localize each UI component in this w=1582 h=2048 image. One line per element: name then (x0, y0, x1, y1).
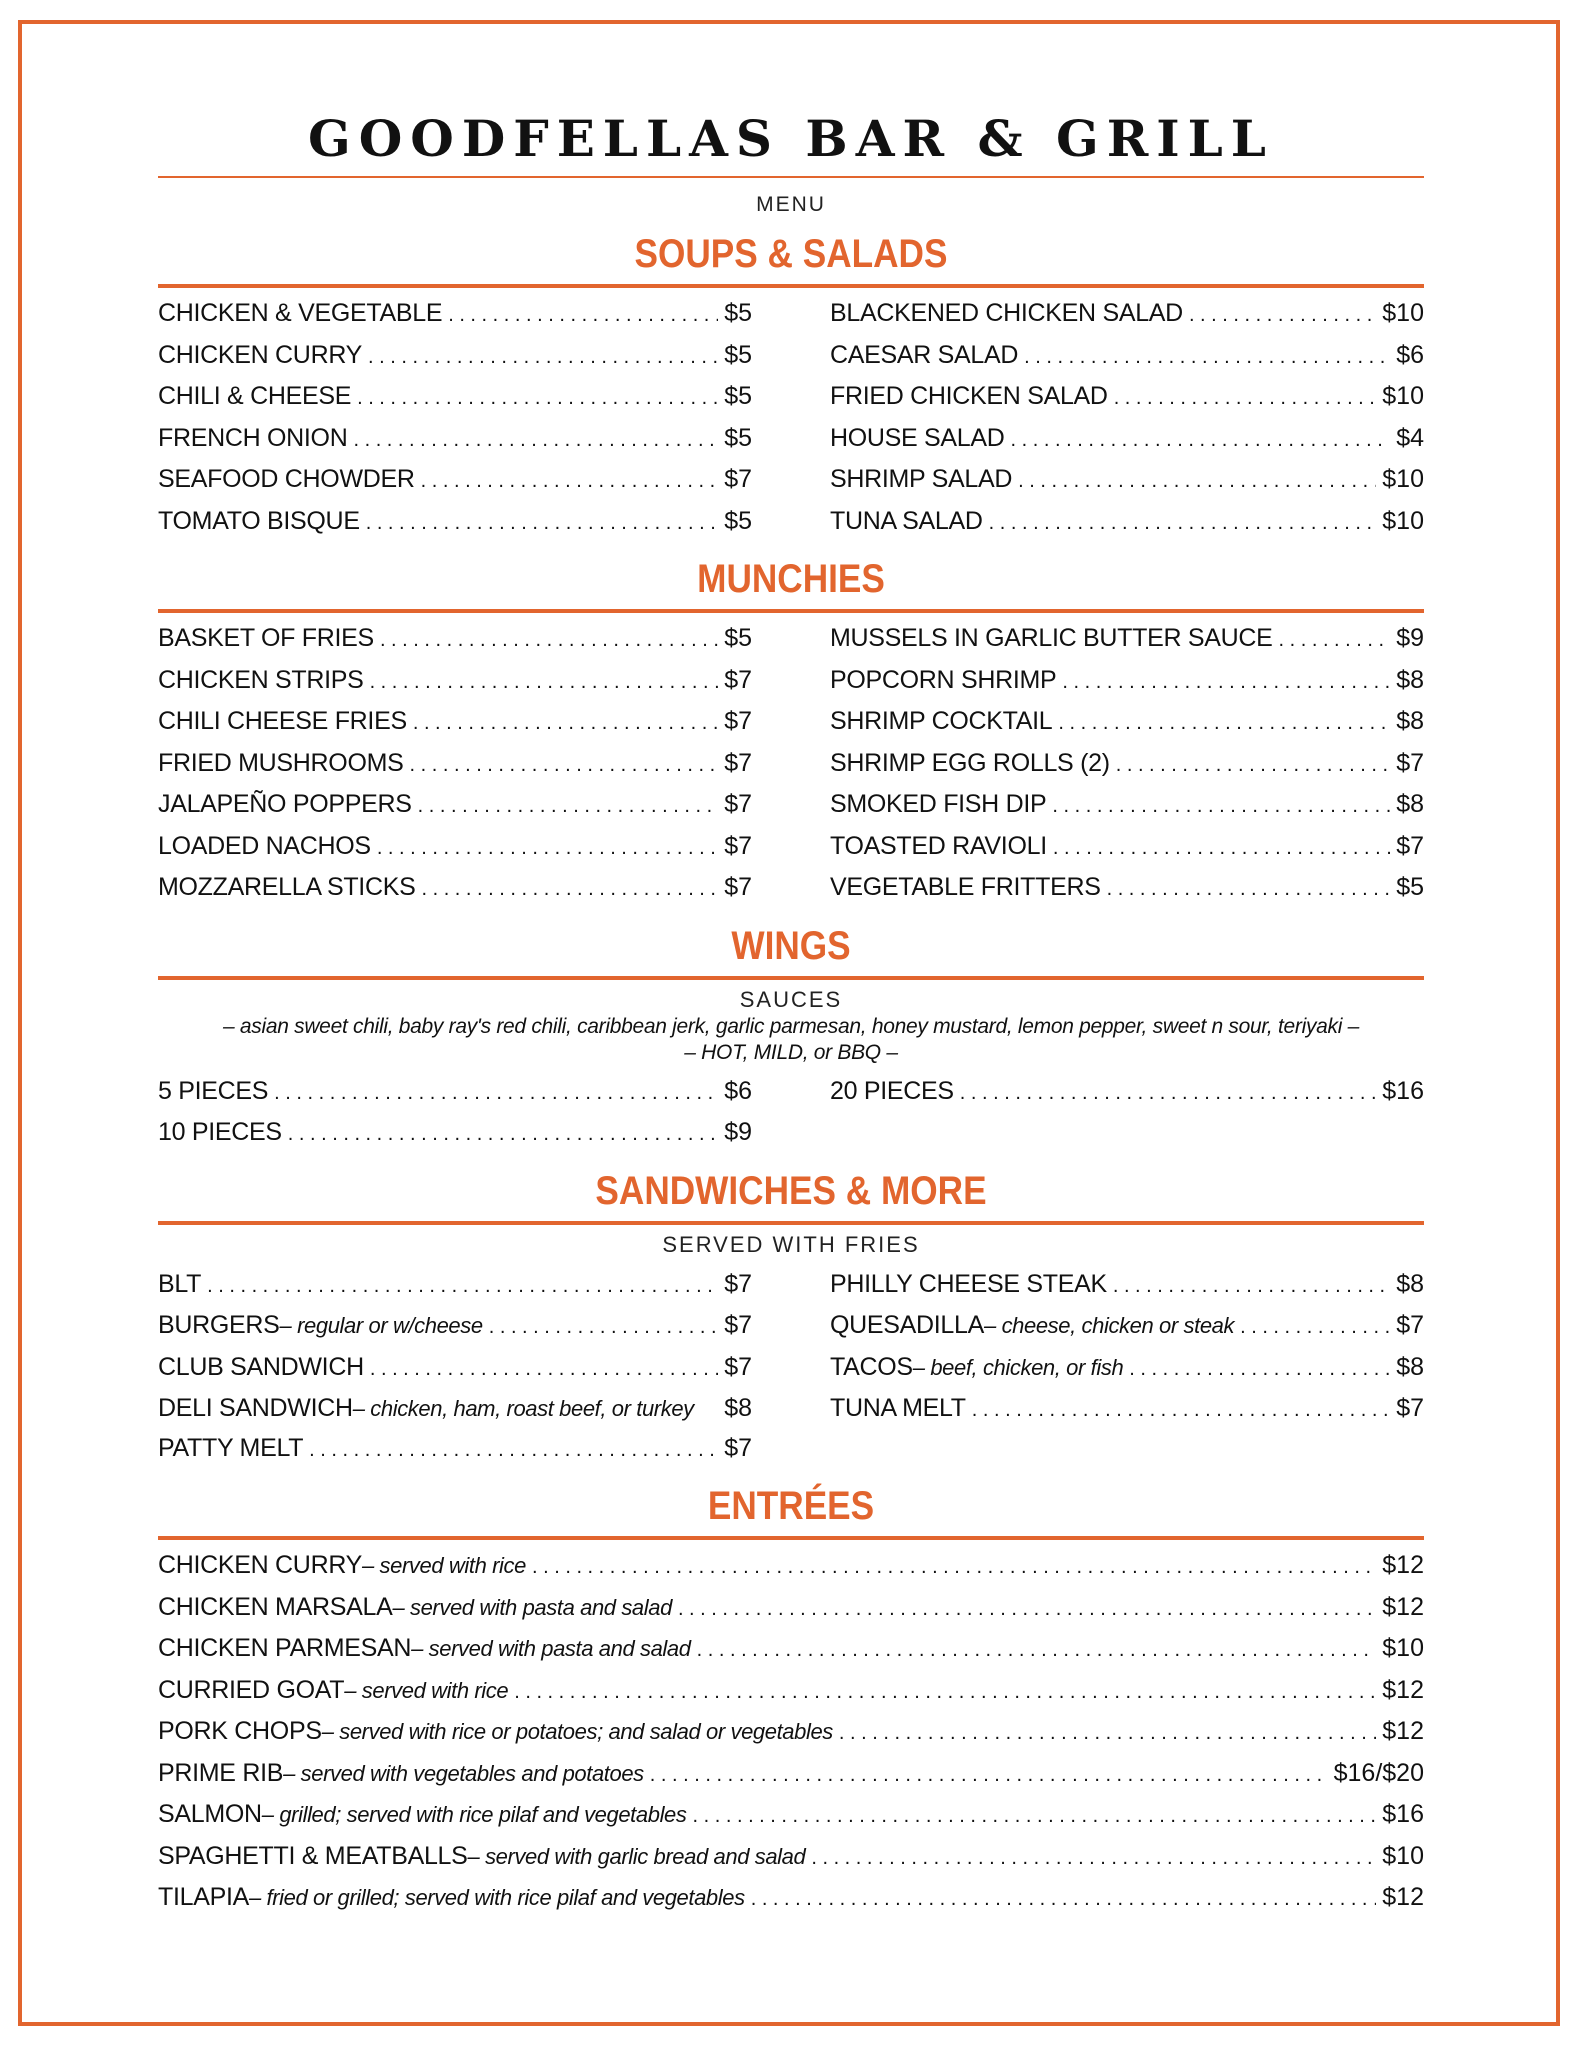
menu-item (158, 619, 752, 661)
item-name: PHILLY CHEESE STEAK (830, 1269, 1107, 1298)
menu-item (158, 460, 752, 502)
dot-leader (1062, 663, 1390, 703)
item-name: TOMATO BISQUE (158, 506, 360, 535)
section-title: MUNCHIES (697, 557, 885, 601)
menu-item (158, 1265, 752, 1307)
section-title: SANDWICHES & MORE (595, 1168, 987, 1213)
dot-leader (697, 1631, 1377, 1671)
item-name: TOASTED RAVIOLI (830, 831, 1047, 860)
dot-leader (1053, 829, 1390, 869)
dot-leader (288, 1115, 718, 1155)
menu-item (158, 294, 752, 336)
right-column (830, 1072, 1424, 1155)
menu-item (158, 868, 752, 910)
item-price: $5 (1396, 873, 1424, 901)
menu-item (158, 336, 752, 378)
left-column (158, 1265, 752, 1471)
menu-item (830, 1072, 1424, 1114)
dot-leader (1058, 704, 1390, 744)
dot-leader (368, 338, 718, 378)
dot-leader (514, 1673, 1376, 1713)
item-name: SHRIMP EGG ROLLS (2) (830, 748, 1110, 777)
dot-leader (1114, 379, 1377, 419)
dot-leader (353, 421, 718, 461)
item-price: $4 (1396, 423, 1424, 452)
dot-leader (1018, 462, 1376, 502)
item-price: $16 (1382, 1076, 1424, 1105)
item-price: $7 (724, 1352, 752, 1381)
dot-leader (366, 504, 718, 544)
item-name: SMOKED FISH DIP (830, 790, 1047, 818)
item-price: $8 (1396, 790, 1424, 818)
section-divider (158, 1536, 1424, 1540)
menu-item (158, 1348, 752, 1390)
item-price: $10 (1382, 465, 1424, 493)
dot-leader (1116, 746, 1390, 786)
item-price: $12 (1382, 1551, 1424, 1579)
served-with-note: SERVED WITH FRIES (662, 1231, 920, 1257)
item-price: $8 (1396, 665, 1424, 694)
item-description: – served with vegetables and potatoes (283, 1760, 644, 1786)
section-title: SOUPS & SALADS (634, 232, 948, 276)
dot-leader (207, 1267, 718, 1307)
item-name: VEGETABLE FRITTERS (830, 873, 1101, 901)
dot-leader (960, 1074, 1377, 1114)
item-price: $5 (724, 382, 752, 410)
dot-leader (410, 746, 719, 786)
menu-item (158, 1588, 1424, 1630)
menu-item (830, 868, 1424, 910)
dot-leader (377, 829, 718, 869)
menu-item (158, 1878, 1424, 1920)
dot-leader (274, 1074, 718, 1114)
dot-leader (751, 1880, 1377, 1920)
item-description: – beef, chicken, or fish (912, 1354, 1124, 1380)
right-column (830, 1265, 1424, 1471)
item-price: $10 (1382, 299, 1424, 327)
menu-item (158, 1795, 1424, 1837)
menu-item (830, 744, 1424, 786)
menu-item (158, 1754, 1424, 1796)
item-description: – served with rice (362, 1553, 526, 1578)
item-price: $5 (724, 506, 752, 535)
menu-item (158, 1072, 752, 1114)
menu-item (830, 460, 1424, 502)
item-price: $8 (1396, 1352, 1424, 1381)
menu-item (830, 1306, 1424, 1348)
menu-item (158, 419, 752, 461)
restaurant-title: GOODFELLAS BAR & GRILL (308, 109, 1274, 168)
dot-leader (448, 296, 718, 336)
item-price: $10 (1382, 382, 1424, 410)
item-price: $7 (1396, 748, 1424, 777)
menu-item (830, 1265, 1424, 1307)
item-name: CURRIED GOAT (158, 1675, 345, 1704)
item-name: CHICKEN CURRY (158, 340, 362, 369)
item-name: CHILI CHEESE FRIES (158, 707, 407, 735)
dot-leader (650, 1756, 1328, 1796)
item-name: FRENCH ONION (158, 423, 348, 452)
dot-leader (309, 1431, 718, 1471)
menu-item (158, 661, 752, 703)
item-name: BLACKENED CHICKEN SALAD (830, 299, 1183, 327)
item-description: – served with pasta and salad (411, 1636, 691, 1661)
item-name: FRIED CHICKEN SALAD (830, 382, 1108, 410)
item-price: $5 (724, 624, 752, 652)
item-name: PATTY MELT (158, 1433, 304, 1462)
item-price: $6 (724, 1076, 752, 1105)
menu-item (158, 1837, 1424, 1879)
item-name: SPAGHETTI & MEATBALLS (158, 1841, 468, 1870)
dot-leader (421, 870, 718, 910)
menu-item (158, 785, 752, 827)
item-name: CAESAR SALAD (830, 340, 1019, 369)
item-description: – served with rice (344, 1677, 509, 1703)
item-price: $7 (724, 665, 752, 694)
sauces-list: – asian sweet chili, baby ray's red chili, caribbean jerk, garlic parmesan, honey mustard, lemon pepper, sweet n sour, teriyaki – (222, 1014, 1360, 1038)
dot-leader (989, 504, 1377, 544)
sauces-heat-options: – HOT, MILD, or BBQ – (684, 1040, 898, 1064)
section-divider (158, 1221, 1424, 1225)
left-column (158, 294, 752, 543)
menu-item (830, 1348, 1424, 1390)
menu-item (830, 419, 1424, 461)
item-price: $10 (1382, 1634, 1424, 1662)
dot-leader (1024, 338, 1390, 378)
item-price: $7 (724, 831, 752, 860)
item-name: LOADED NACHOS (158, 831, 371, 860)
item-price: $7 (724, 748, 752, 777)
item-name: CHILI & CHEESE (158, 382, 352, 410)
menu-item (158, 702, 752, 744)
item-price: $8 (1396, 1269, 1424, 1298)
left-column (158, 619, 752, 910)
dot-leader (972, 1391, 1390, 1431)
dot-leader (413, 704, 718, 744)
dot-leader (1107, 870, 1391, 910)
title-divider (158, 176, 1424, 178)
section-munchies (158, 551, 1424, 910)
item-description: – cheese, chicken or steak (984, 1313, 1235, 1338)
menu-item (830, 502, 1424, 544)
dot-leader (357, 379, 718, 419)
section-divider (158, 976, 1424, 980)
item-name: POPCORN SHRIMP (830, 665, 1057, 694)
item-price: $7 (1396, 831, 1424, 860)
item-name: 10 PIECES (158, 1118, 282, 1146)
menu-item (158, 377, 752, 419)
menu-item (158, 1629, 1424, 1671)
item-name: CHICKEN STRIPS (158, 665, 364, 694)
menu-item (158, 502, 752, 544)
item-name: BASKET OF FRIES (158, 624, 374, 652)
menu-item (830, 702, 1424, 744)
entree-list (158, 1546, 1424, 1920)
right-column (830, 294, 1424, 543)
menu-item (158, 744, 752, 786)
section-divider (158, 284, 1424, 288)
section-title: WINGS (731, 923, 851, 968)
item-price: $12 (1382, 1883, 1424, 1911)
item-name: MUSSELS IN GARLIC BUTTER SAUCE (830, 624, 1273, 652)
item-price: $5 (724, 423, 752, 452)
dot-leader (1278, 621, 1390, 661)
item-description: – grilled; served with rice pilaf and vegetables (261, 1802, 687, 1827)
item-description: – fried or grilled; served with rice pilaf and vegetables (249, 1885, 745, 1910)
item-name: 5 PIECES (158, 1076, 269, 1105)
item-name: MOZZARELLA STICKS (158, 873, 416, 901)
item-price: $9 (1396, 624, 1424, 652)
item-name: BURGERS (158, 1311, 280, 1339)
item-price: $5 (724, 299, 752, 327)
dot-leader (370, 663, 719, 703)
item-description: – served with pasta and salad (392, 1594, 672, 1620)
dot-leader (811, 1839, 1376, 1879)
item-price: $7 (724, 790, 752, 818)
item-price: $6 (1396, 340, 1424, 369)
menu-item (158, 1671, 1424, 1713)
dot-leader (489, 1308, 718, 1348)
item-name: TILAPIA (158, 1883, 249, 1911)
dot-leader (678, 1590, 1376, 1630)
item-name: JALAPEÑO POPPERS (158, 790, 412, 818)
item-price: $7 (724, 707, 752, 735)
item-price: $7 (724, 1433, 752, 1462)
item-price: $7 (1396, 1394, 1424, 1422)
dot-leader (1113, 1267, 1390, 1307)
dot-leader (1129, 1350, 1390, 1390)
item-name: BLT (158, 1269, 202, 1298)
dot-leader (370, 1350, 718, 1390)
dot-leader (1011, 421, 1391, 461)
menu-item (158, 1546, 1424, 1588)
item-price: $7 (724, 1311, 752, 1339)
menu-item (830, 785, 1424, 827)
section-sandwiches (158, 1163, 1424, 1471)
item-price: $7 (1396, 1311, 1424, 1339)
item-price: $10 (1382, 506, 1424, 535)
menu-subtitle: MENU (756, 193, 826, 216)
item-name: SALMON (158, 1800, 262, 1828)
dot-leader (1052, 787, 1390, 827)
menu-item (158, 1429, 752, 1471)
item-description: – served with rice or potatoes; and salad or vegetables (321, 1719, 833, 1744)
item-name: SHRIMP COCKTAIL (830, 707, 1053, 735)
item-description: – served with garlic bread and salad (467, 1843, 806, 1869)
right-column (830, 619, 1424, 910)
dot-leader (418, 787, 719, 827)
item-name: 20 PIECES (830, 1076, 954, 1105)
item-price: $8 (1396, 707, 1424, 735)
item-price: $7 (724, 465, 752, 493)
item-price: $9 (724, 1118, 752, 1146)
dot-leader (532, 1548, 1376, 1588)
item-name: CHICKEN & VEGETABLE (158, 299, 443, 327)
item-name: DELI SANDWICH (158, 1394, 353, 1422)
item-price: $10 (1382, 1841, 1424, 1870)
item-name: SHRIMP SALAD (830, 465, 1013, 493)
menu-item (830, 377, 1424, 419)
item-price: $16/$20 (1333, 1758, 1424, 1787)
sauces-label: SAUCES (739, 986, 843, 1012)
menu-item (158, 1389, 752, 1429)
item-price: $12 (1382, 1592, 1424, 1621)
menu-item (830, 294, 1424, 336)
item-name: HOUSE SALAD (830, 423, 1005, 452)
item-name: QUESADILLA (830, 1311, 985, 1339)
item-price: $16 (1382, 1800, 1424, 1828)
item-name: PORK CHOPS (158, 1717, 322, 1745)
dot-leader (421, 462, 719, 502)
item-name: TUNA MELT (830, 1394, 966, 1422)
section-soups-salads (158, 226, 1424, 543)
item-price: $12 (1382, 1675, 1424, 1704)
section-wings (158, 918, 1424, 1155)
item-name: CLUB SANDWICH (158, 1352, 364, 1381)
section-title: ENTRÉES (707, 1484, 875, 1528)
item-name: TACOS (830, 1352, 913, 1381)
menu-item (158, 827, 752, 869)
menu-item (830, 827, 1424, 869)
item-name: CHICKEN MARSALA (158, 1592, 393, 1621)
item-name: CHICKEN CURRY (158, 1551, 362, 1579)
item-price: $5 (724, 340, 752, 369)
dot-leader (839, 1714, 1376, 1754)
section-entrees (158, 1478, 1424, 1920)
menu-item (830, 1389, 1424, 1431)
section-divider (158, 609, 1424, 613)
item-name: FRIED MUSHROOMS (158, 748, 404, 777)
item-price: $7 (724, 873, 752, 901)
item-description: – regular or w/cheese (279, 1313, 483, 1338)
item-price: $8 (724, 1394, 752, 1422)
menu-item (830, 661, 1424, 703)
menu-item (158, 1306, 752, 1348)
dot-leader (380, 621, 718, 661)
dot-leader (1240, 1308, 1390, 1348)
menu-item (830, 619, 1424, 661)
item-price: $12 (1382, 1717, 1424, 1745)
menu-item (158, 1712, 1424, 1754)
left-column (158, 1072, 752, 1155)
item-description: – chicken, ham, roast beef, or turkey (352, 1396, 694, 1421)
item-name: PRIME RIB (158, 1758, 284, 1787)
menu-item (830, 336, 1424, 378)
menu-page (158, 104, 1424, 1920)
dot-leader (693, 1797, 1377, 1837)
dot-leader (1189, 296, 1376, 336)
item-name: SEAFOOD CHOWDER (158, 465, 415, 493)
item-name: CHICKEN PARMESAN (158, 1634, 412, 1662)
menu-item (158, 1113, 752, 1155)
item-price: $7 (724, 1269, 752, 1298)
item-name: TUNA SALAD (830, 506, 983, 535)
